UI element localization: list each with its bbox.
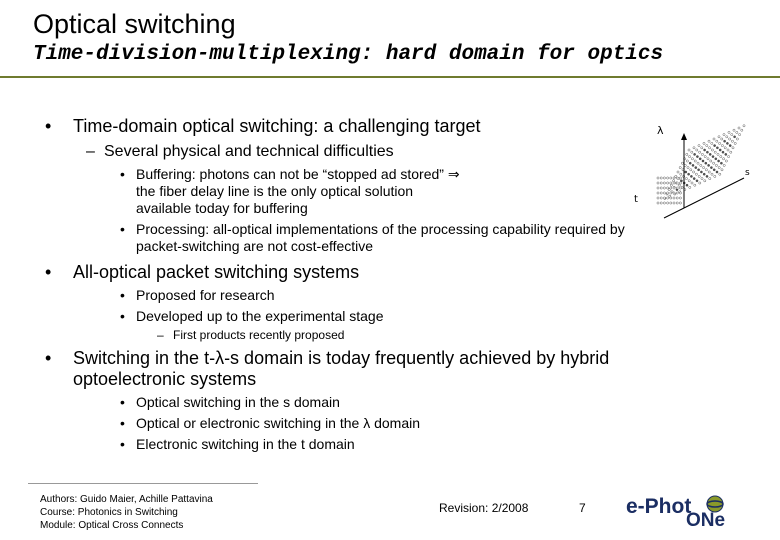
cube-dot <box>708 140 710 142</box>
cube-dot <box>679 197 681 199</box>
cube-dot <box>691 182 693 184</box>
cube-dot <box>709 178 711 180</box>
cube-dot <box>713 138 715 140</box>
cube-dot <box>657 192 659 194</box>
cube-dot <box>676 202 678 204</box>
cube-dot <box>711 149 713 151</box>
cube-dot <box>657 187 659 189</box>
item-processing-line1: Processing: all-optical implementations of the processing capability required by <box>136 221 625 237</box>
cube-dot <box>663 192 665 194</box>
cube-dot <box>673 180 675 182</box>
cube-dot <box>673 187 675 189</box>
item-lambda-domain: Optical or electronic switching in the λ domain <box>136 415 421 431</box>
cube-dot <box>730 151 732 153</box>
cube-dot <box>708 171 710 173</box>
cube-dot <box>667 202 669 204</box>
cube-dot <box>713 162 715 164</box>
cube-dot <box>699 151 701 153</box>
cube-dot <box>721 145 723 147</box>
item-buffering-line3: available today for buffering <box>136 200 308 216</box>
cube-dot <box>724 140 726 142</box>
cube-dot <box>716 171 718 173</box>
logo-text-part2: ONe <box>686 510 726 531</box>
cube-dot <box>694 153 696 155</box>
cube-dot <box>718 167 720 169</box>
cube-dot <box>723 158 725 160</box>
cube-dot <box>698 145 700 147</box>
cube-dot <box>720 162 722 164</box>
cube-dot <box>681 162 683 164</box>
cube-dot <box>694 184 696 186</box>
dot-marker: • <box>120 436 125 452</box>
cube-dot <box>690 175 692 177</box>
dot-marker: • <box>120 166 125 182</box>
cube-dot <box>729 138 731 140</box>
cube-dot <box>680 173 682 175</box>
item-buffering-line2: the fiber delay line is the only optical solution <box>136 183 414 199</box>
cube-dot <box>729 145 731 147</box>
cube-dot <box>685 178 687 180</box>
cube-dot <box>679 187 681 189</box>
dot-marker: • <box>120 287 125 303</box>
cube-dot <box>719 142 721 144</box>
footer-module: Module: Optical Cross Connects <box>40 520 184 531</box>
cube-dot <box>709 147 711 149</box>
cube-dot <box>679 182 681 184</box>
cube-dot <box>743 125 745 127</box>
cube-dot <box>667 177 669 179</box>
cube-dot <box>657 182 659 184</box>
cube-dot <box>728 156 730 158</box>
cube-dot <box>679 167 681 169</box>
cube-dot <box>718 136 720 138</box>
cube-dot <box>715 164 717 166</box>
cube-dot <box>701 147 703 149</box>
cube-dot <box>673 192 675 194</box>
cube-dot <box>702 160 704 162</box>
cube-dot <box>660 177 662 179</box>
title-divider <box>0 76 780 78</box>
cube-dot <box>698 169 700 171</box>
cube-dot <box>676 187 678 189</box>
cube-dot <box>710 160 712 162</box>
cube-dot <box>693 171 695 173</box>
cube-dot <box>657 177 659 179</box>
page-number: 7 <box>579 501 586 515</box>
item-processing-line2: packet-switching are not cost-effective <box>136 238 374 254</box>
cube-dot <box>720 156 722 158</box>
cube-dot <box>713 169 715 171</box>
cube-dot <box>723 134 725 136</box>
cube-dot <box>696 156 698 158</box>
footer-revision: Revision: 2/2008 <box>439 501 529 515</box>
cube-dot <box>679 202 681 204</box>
cube-dot <box>701 178 703 180</box>
cube-dot <box>705 162 707 164</box>
cube-dot <box>732 147 734 149</box>
sub-bullet-1: Several physical and technical difficulties <box>104 143 394 160</box>
bullet-3-line2: optoelectronic systems <box>73 369 257 389</box>
bullet-3-line1: Switching in the t-λ-s domain is today frequently achieved by hybrid <box>73 348 610 368</box>
cube-dot <box>736 138 738 140</box>
cube-dot <box>714 145 716 147</box>
dot-marker: • <box>120 415 125 431</box>
cube-dot <box>686 160 688 162</box>
cube-dot <box>688 149 690 151</box>
cube-dot <box>677 171 679 173</box>
e-photon-one-logo <box>626 492 766 532</box>
item-experimental: Developed up to the experimental stage <box>136 308 384 324</box>
cube-dot <box>711 142 713 144</box>
cube-dot <box>679 192 681 194</box>
cube-dot <box>718 160 720 162</box>
bullet-marker: • <box>45 348 52 368</box>
item-t-domain: Electronic switching in the t domain <box>136 436 355 452</box>
cube-dot <box>708 164 710 166</box>
lambda-axis-label: λ <box>657 124 664 137</box>
cube-dot <box>699 158 701 160</box>
cube-dot <box>727 149 729 151</box>
cube-dot <box>660 197 662 199</box>
cube-dot <box>676 182 678 184</box>
cube-dot <box>660 192 662 194</box>
cube-dot <box>699 182 701 184</box>
cube-dot <box>703 173 705 175</box>
cube-dot <box>687 167 689 169</box>
cube-dot <box>696 149 698 151</box>
cube-dot <box>673 202 675 204</box>
cube-dot <box>697 162 699 164</box>
cube-dot <box>700 171 702 173</box>
cube-dot <box>705 169 707 171</box>
cube-dot <box>728 131 730 133</box>
cube-dot <box>670 202 672 204</box>
cube-dot <box>690 169 692 171</box>
cube-dot <box>738 127 740 129</box>
cube-dot <box>723 164 725 166</box>
cube-dot <box>676 177 678 179</box>
footer-divider <box>28 483 258 484</box>
cube-dot <box>726 142 728 144</box>
slide-subtitle: Time-division-multiplexing: hard domain for optics <box>33 43 664 66</box>
cube-dot <box>725 160 727 162</box>
cube-dot <box>660 187 662 189</box>
cube-dot <box>670 197 672 199</box>
cube-dot <box>739 134 741 136</box>
cube-dot <box>724 147 726 149</box>
t-lambda-s-cube-diagram <box>624 120 774 220</box>
cube-dot <box>692 164 694 166</box>
cube-dot <box>673 182 675 184</box>
cube-dot <box>722 151 724 153</box>
cube-dot <box>716 140 718 142</box>
slide-title: Optical switching <box>33 9 236 39</box>
cube-dot <box>721 169 723 171</box>
cube-dot <box>716 147 718 149</box>
cube-dot <box>726 136 728 138</box>
cube-dot <box>670 182 672 184</box>
cube-dot <box>734 136 736 138</box>
cube-dot <box>667 182 669 184</box>
t-axis-label: t <box>634 194 638 205</box>
dot-marker: • <box>120 221 125 237</box>
cube-dot <box>721 138 723 140</box>
cube-dot <box>667 187 669 189</box>
dash-marker: – <box>157 328 164 342</box>
cube-dot <box>696 180 698 182</box>
cube-dot <box>741 129 743 131</box>
cube-dot <box>688 173 690 175</box>
cube-dot <box>698 175 700 177</box>
item-buffering-line1: Buffering: photons can not be “stopped ad stored” ⇒ <box>136 166 460 182</box>
cube-dot <box>660 182 662 184</box>
cube-dot <box>695 173 697 175</box>
cube-dot <box>706 145 708 147</box>
cube-dot <box>673 177 675 179</box>
cube-dot <box>731 140 733 142</box>
bullet-2: All-optical packet switching systems <box>73 262 360 282</box>
cube-dot <box>693 178 695 180</box>
cube-dot-grid <box>657 125 745 204</box>
cube-dot <box>719 173 721 175</box>
cube-dot <box>709 153 711 155</box>
cube-dot <box>703 142 705 144</box>
cube-dot <box>660 202 662 204</box>
cube-dot <box>663 182 665 184</box>
cube-dot <box>714 175 716 177</box>
cube-dot <box>663 177 665 179</box>
cube-dot <box>667 192 669 194</box>
item-s-domain: Optical switching in the s domain <box>136 394 340 410</box>
item-research: Proposed for research <box>136 287 275 303</box>
dot-marker: • <box>120 394 125 410</box>
sub-item-products: First products recently proposed <box>173 328 345 342</box>
cube-dot <box>676 192 678 194</box>
footer-authors: Authors: Guido Maier, Achille Pattavina <box>40 494 213 505</box>
cube-dot <box>670 177 672 179</box>
cube-dot <box>703 167 705 169</box>
cube-dot <box>725 153 727 155</box>
cube-dot <box>710 167 712 169</box>
cube-dot <box>686 184 688 186</box>
dot-marker: • <box>120 308 125 324</box>
cube-dot <box>707 158 709 160</box>
cube-dot <box>714 151 716 153</box>
cube-dot <box>691 158 693 160</box>
cube-dot <box>733 129 735 131</box>
cube-dot <box>680 180 682 182</box>
lambda-axis-arrow <box>681 133 687 140</box>
cube-dot <box>657 202 659 204</box>
logo-text-part1: e-Phot <box>626 495 692 518</box>
cube-dot <box>693 147 695 149</box>
bullet-1: Time-domain optical switching: a challenging target <box>73 116 481 136</box>
cube-dot <box>678 184 680 186</box>
cube-dot <box>711 173 713 175</box>
cube-dot <box>695 167 697 169</box>
cube-dot <box>663 197 665 199</box>
bullet-marker: • <box>45 262 52 282</box>
cube-dot <box>700 164 702 166</box>
cube-dot <box>685 171 687 173</box>
cube-dot <box>717 153 719 155</box>
cube-dot <box>706 175 708 177</box>
footer-course: Course: Photonics in Switching <box>40 507 178 518</box>
cube-dot <box>689 162 691 164</box>
cube-dot <box>704 149 706 151</box>
cube-dot <box>663 202 665 204</box>
cube-dot <box>691 151 693 153</box>
cube-dot <box>719 149 721 151</box>
cube-dot <box>686 153 688 155</box>
cube-dot <box>734 142 736 144</box>
dash-marker: – <box>86 143 95 160</box>
cube-dot <box>670 192 672 194</box>
cube-dot <box>712 156 714 158</box>
cube-dot <box>670 187 672 189</box>
cube-dot <box>689 186 691 188</box>
cube-dot <box>688 180 690 182</box>
cube-dot <box>657 197 659 199</box>
cube-dot <box>663 187 665 189</box>
cube-dot <box>673 197 675 199</box>
cube-dot <box>676 197 678 199</box>
cube-dot <box>704 180 706 182</box>
cube-dot <box>731 134 733 136</box>
cube-dot <box>670 184 672 186</box>
cube-dot <box>667 197 669 199</box>
cube-dot <box>694 160 696 162</box>
cube-dot <box>701 153 703 155</box>
cube-dot <box>736 131 738 133</box>
bullet-marker: • <box>45 116 52 136</box>
t-axis <box>664 208 684 218</box>
s-axis-label: s <box>745 168 750 178</box>
cube-dot <box>679 177 681 179</box>
cube-dot <box>689 156 691 158</box>
cube-dot <box>706 151 708 153</box>
cube-dot <box>715 158 717 160</box>
cube-dot <box>704 156 706 158</box>
